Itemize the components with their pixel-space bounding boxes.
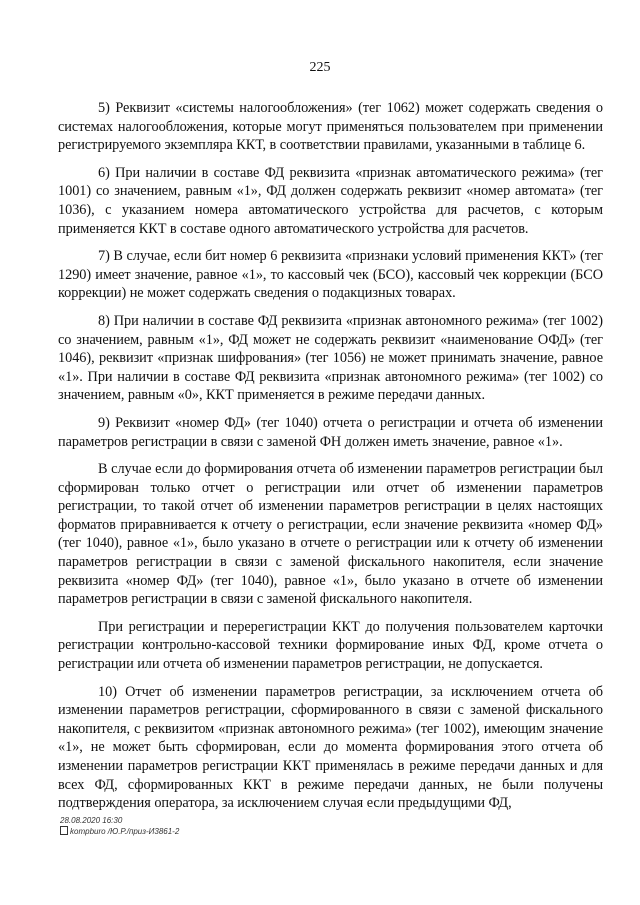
footer-path-line: [60, 826, 179, 837]
document-icon: [60, 826, 68, 835]
paragraph-item-7: 7) В случае, если бит номер 6 реквизита «признаки условий применения ККТ» (тег 1290) имеет значение, равное «1», то кассовый чек (БСО), кассовый чек коррекции (БСО коррекции) не может содержать сведения о подакцизных товарах.: [58, 248, 603, 302]
paragraph-registration-restriction: При регистрации и перерегистрации ККТ до получения пользователем карточки регистрации контрольно-кассовой техники формирование иных ФД, кроме отчета о регистрации или отчета об изменении параметров регистрации, не допускается.: [58, 618, 603, 673]
document-footer: [60, 816, 179, 837]
page-number: 225: [309, 60, 331, 75]
paragraph-item-10: 10) Отчет об изменении параметров регистрации, за исключением отчета об изменении параметров регистрации, сформированного в связи с заменой фискального накопителя, с реквизитом «признак автономного режима» (тег 1002), имеющим значение «1», не может быть сформирован, если до момента формирования этого отчета об изменении параметров регистрации ККТ применялась в режиме передачи данных и для всех ФД, сформированных ККТ в режиме передачи данных, не были получены подтверждения оператора, за исключением случая если предыдущими ФД,: [58, 683, 603, 812]
paragraph-item-8: 8) При наличии в составе ФД реквизита «признак автономного режима» (тег 1002) со значением, равным «1», ФД может не содержать реквизит «наименование ОФД» (тег 1046), реквизит «признак шифрования» (тег 1056) не может принимать значение, равное «1». При наличии в составе ФД реквизита «признак автономного режима» (тег 1002) со значением, равным «0», ККТ применяется в режиме передачи данных.: [58, 312, 603, 404]
paragraph-item-9: 9) Реквизит «номер ФД» (тег 1040) отчета о регистрации и отчета об изменении параметров регистрации в связи с заменой ФН должен иметь значение, равное «1».: [58, 414, 603, 450]
footer-path: kompburo /Ю.Р./приз-И3861-2: [70, 827, 180, 836]
document-body: [58, 99, 603, 822]
footer-timestamp: 28.08.2020 16:30: [60, 816, 123, 825]
paragraph-item-6: 6) При наличии в составе ФД реквизита «признак автоматического режима» (тег 1001) со значением, равным «1», ФД должен содержать реквизит «номер автомата» (тег 1036), с указанием номера автоматического устройства для расчетов, с которым применяется ККТ в составе одного автоматического устройства для расчетов.: [58, 164, 603, 237]
paragraph-report-equivalence: В случае если до формирования отчета об изменении параметров регистрации был сформирован только отчет о регистрации или отчет об изменении параметров регистрации, то такой отчет об изменении параметров регистрации в целях настоящих форматов приравнивается к отчету о регистрации, если значение реквизита «номер ФД» (тег 1040), равное «1», было указано в отчете о регистрации или к отчету об изменении параметров регистрации в связи с заменой фискального накопителя, если значение реквизита «номер ФД» (тег 1040), равное «1», было указано в отчете об изменении параметров регистрации в связи с заменой фискального накопителя.: [58, 461, 603, 608]
paragraph-item-5: 5) Реквизит «системы налогообложения» (тег 1062) может содержать сведения о системах налогообложения, которые могут применяться пользователем при применении регистрируемого экземпляра ККТ, в соответствии правилами, указанными в таблице 6.: [58, 100, 603, 154]
